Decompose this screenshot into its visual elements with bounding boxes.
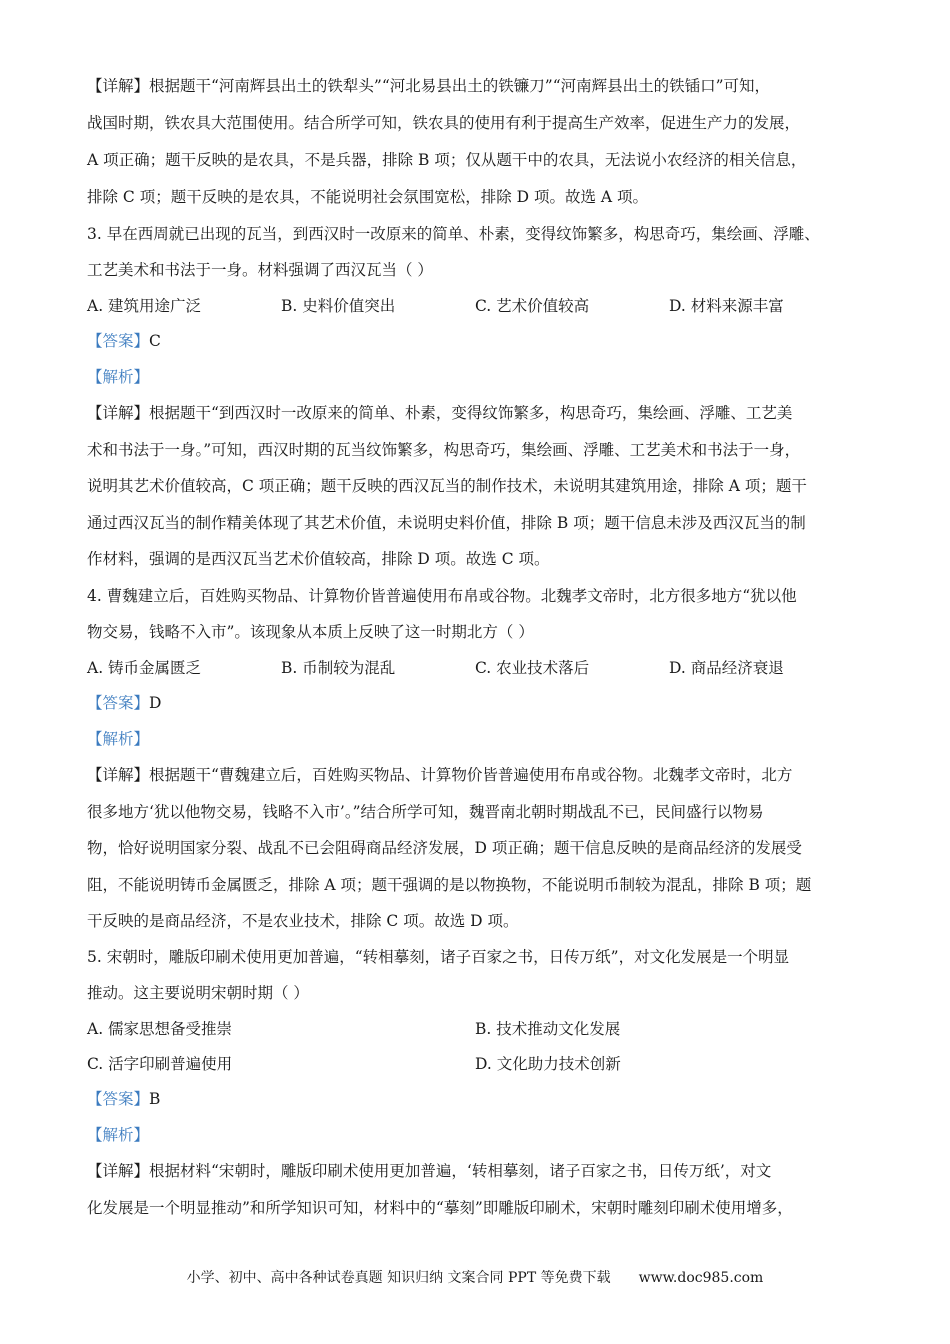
detail-line: 通过西汉瓦当的制作精美体现了其艺术价值，未说明史料价值，排除 B 项；题干信息未涉及西汉瓦当的制 [87,514,806,532]
q4-option-c: C. 农业技术落后 [475,659,590,677]
detail-line: 很多地方‘犹以他物交易，钱略不入市’。”结合所学可知，魏晋南北朝时期战乱不已，民间盛行以物易 [87,803,764,821]
detail-line: 阻，不能说明铸币金属匮乏，排除 A 项；题干强调的是以物换物，不能说明币制较为混乱，排除 B 项；题 [87,876,812,894]
detail-line: 说明其艺术价值较高，C 项正确；题干反映的西汉瓦当的制作技术，未说明其建筑用途，排除 A 项；题干 [87,477,807,495]
footer-site-link[interactable]: www.doc985.com [638,1270,764,1286]
q3-option-c: C. 艺术价值较高 [475,297,590,315]
detail-line: 干反映的是商品经济，不是农业技术，排除 C 项。故选 D 项。 [87,912,519,930]
q4-option-a: A. 铸币金属匮乏 [87,659,202,677]
q3-option-a: A. 建筑用途广泛 [87,297,202,315]
q5-option-c: C. 活字印刷普遍使用 [87,1055,233,1073]
page-footer [0,1268,950,1288]
q4-option-d: D. 商品经济衰退 [669,659,784,677]
detail-line: 物，恰好说明国家分裂、战乱不已会阻碍商品经济发展，D 项正确；题干信息反映的是商品经济的发展受 [87,839,802,857]
detail-line: 【详解】根据材料“宋朝时，雕版印刷术使用更加普遍，‘转相摹刻，诸子百家之书，日传万纸’，对文 [87,1162,772,1180]
question-5-stem: 5. 宋朝时，雕版印刷术使用更加普遍，“转相摹刻，诸子百家之书，日传万纸”，对文化发展是一个明显 [87,948,790,966]
detail-line: 排除 C 项；题干反映的是农具，不能说明社会氛围宽松，排除 D 项。故选 A 项。 [87,188,649,206]
answer-value: B [149,1090,161,1108]
q5-option-d: D. 文化助力技术创新 [475,1055,621,1073]
q5-option-a: A. 儒家思想备受推崇 [87,1020,233,1038]
question-3-stem: 3. 早在西周就已出现的瓦当，到西汉时一改原来的简单、朴素，变得纹饰繁多，构思奇巧，集绘画、浮雕、 [87,225,820,243]
question-4-stem: 4. 曹魏建立后，百姓购买物品、计算物价皆普遍使用布帛或谷物。北魏孝文帝时，北方很多地方“犹以他 [87,587,797,605]
answer-value: D [149,694,162,712]
q4-option-b: B. 币制较为混乱 [281,659,396,677]
detail-line: 【详解】根据题干“到西汉时一改原来的简单、朴素，变得纹饰繁多，构思奇巧，集绘画、浮雕、工艺美 [87,404,793,422]
answer-tag: 【答案】 [87,1090,150,1108]
detail-line: 【详解】根据题干“曹魏建立后，百姓购买物品、计算物价皆普遍使用布帛或谷物。北魏孝文帝时，北方 [87,766,793,784]
answer-value: C [149,332,161,350]
detail-line: 【详解】根据题干“河南辉县出土的铁犁头”“河北易县出土的铁镰刀”“河南辉县出土的铁锸口”可知， [87,77,771,95]
q5-analysis-tag: 【解析】 [87,1126,150,1144]
q3-option-d: D. 材料来源丰富 [669,297,784,315]
answer-tag: 【答案】 [87,332,150,350]
q3-option-b: B. 史料价值突出 [281,297,396,315]
q4-analysis-tag: 【解析】 [87,730,150,748]
q5-option-b: B. 技术推动文化发展 [475,1020,621,1038]
q5-answer [87,1089,160,1109]
detail-line: 术和书法于一身。”可知，西汉时期的瓦当纹饰繁多，构思奇巧，集绘画、浮雕、工艺美术和书法于一身， [87,441,801,459]
detail-line: 战国时期，铁农具大范围使用。结合所学可知，铁农具的使用有利于提高生产效率，促进生产力的发展， [87,114,801,132]
q4-answer [87,693,161,713]
question-5-stem: 推动。这主要说明宋朝时期（ ） [87,984,309,1002]
question-4-stem: 物交易，钱略不入市”。该现象从本质上反映了这一时期北方（ ） [87,623,534,641]
detail-line: 化发展是一个明显推动”和所学知识可知，材料中的“摹刻”即雕版印刷术，宋朝时雕刻印刷术使用增多， [87,1199,793,1217]
q3-analysis-tag: 【解析】 [87,368,150,386]
detail-line: A 项正确；题干反映的是农具，不是兵器，排除 B 项；仅从题干中的农具，无法说小农经济的相关信息， [87,151,807,169]
detail-line: 作材料，强调的是西汉瓦当艺术价值较高，排除 D 项。故选 C 项。 [87,550,550,568]
answer-tag: 【答案】 [87,694,150,712]
footer-text: 小学、初中、高中各种试卷真题 知识归纳 文案合同 PPT 等免费下载 [186,1270,611,1286]
q3-answer [87,331,161,351]
question-3-stem: 工艺美术和书法于一身。材料强调了西汉瓦当（ ） [87,261,433,279]
